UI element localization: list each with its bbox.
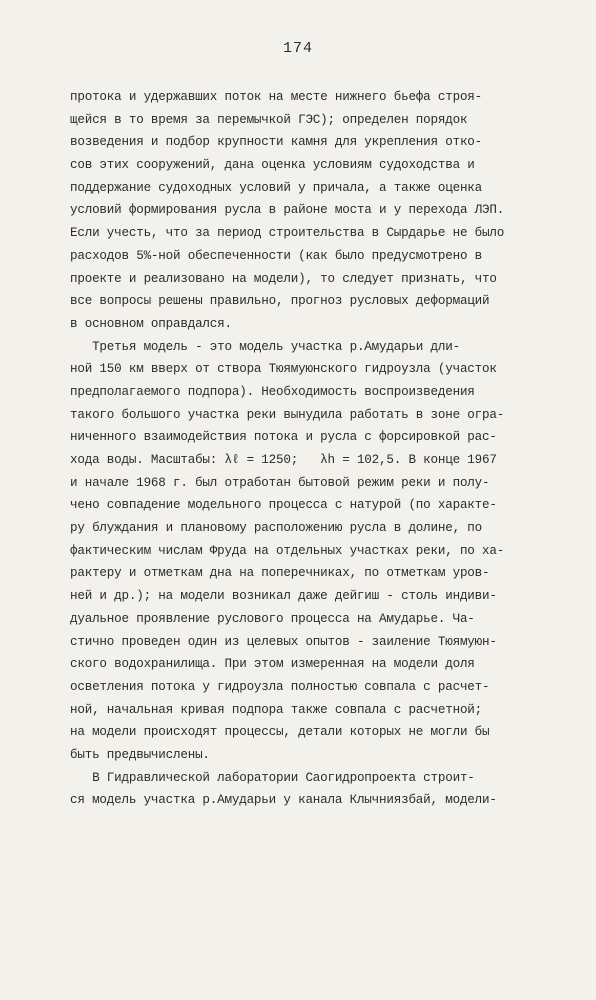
text-line: рактеру и отметкам дна на поперечниках, по отметкам уров- — [70, 566, 490, 581]
text-line: Если учесть, что за период строительства в Сырдарье не было — [70, 226, 505, 241]
text-line: ниченного взаимодействия потока и русла с форсировкой рас- — [70, 430, 497, 445]
text-line: стично проведен один из целевых опытов - заиление Тюямуюн- — [70, 634, 497, 649]
text-line: ной, начальная кривая подпора также совпала с расчетной; — [70, 702, 483, 717]
text-line: ной 150 км вверх от створа Тюямуюнского гидроузла (участок — [70, 362, 497, 377]
text-line: фактическим числам Фруда на отдельных участках реки, по ха- — [70, 543, 505, 558]
text-line: сов этих сооружений, дана оценка условиям судоходства и — [70, 158, 475, 173]
text-line: ней и др.); на модели возникал даже дейгиш - столь индиви- — [70, 589, 497, 604]
text-line: на модели происходят процессы, детали которых не могли бы — [70, 725, 490, 740]
text-line: такого большого участка реки вынудила работать в зоне огра- — [70, 407, 505, 422]
text-line: протока и удержавших поток на месте нижнего бьефа строя- — [70, 90, 483, 104]
text-line: расходов 5%-ной обеспеченности (как было предусмотрено в — [70, 248, 483, 263]
text-line: проекте и реализовано на модели), то следует признать, что — [70, 271, 497, 286]
text-line: ского водохранилища. При этом измеренная на модели доля — [70, 657, 475, 672]
text-line: быть предвычислены. — [70, 747, 210, 762]
text-line: возведения и подбор крупности камня для укрепления отко- — [70, 135, 483, 150]
body-text — [70, 86, 550, 812]
text-line: поддержание судоходных условий у причала, а также оценка — [70, 180, 483, 195]
page-number: 174 — [282, 40, 313, 57]
text-line: щейся в то время за перемычкой ГЭС); определен порядок — [70, 112, 468, 127]
text-line: и начале 1968 г. был отработан бытовой режим реки и полу- — [70, 475, 490, 490]
text-line: дуальное проявление руслового процесса на Амударье. Ча- — [70, 611, 475, 626]
text-line: В Гидравлической лаборатории Саогидропроекта строит- — [70, 770, 475, 785]
text-line: в основном оправдался. — [70, 316, 232, 331]
text-line: осветления потока у гидроузла полностью совпала с расчет- — [70, 679, 490, 694]
text-line: условий формирования русла в районе моста и у перехода ЛЭП. — [70, 203, 505, 218]
text-line: ся модель участка р.Амударьи у канала Клычниязбай, модели- — [70, 793, 497, 808]
text-line: чено совпадение модельного процесса с натурой (по характе- — [70, 498, 497, 513]
text-line: хода воды. Масштабы: λℓ = 1250; λh = 102,5. В конце 1967 — [70, 453, 497, 467]
text-line: все вопросы решены правильно, прогноз русловых деформаций — [70, 294, 490, 309]
text-line: предполагаемого подпора). Необходимость воспроизведения — [70, 384, 475, 399]
text-line: Третья модель - это модель участка р.Амударьи дли- — [70, 339, 460, 354]
text-line: ру блуждания и плановому расположению русла в долине, по — [70, 521, 483, 536]
